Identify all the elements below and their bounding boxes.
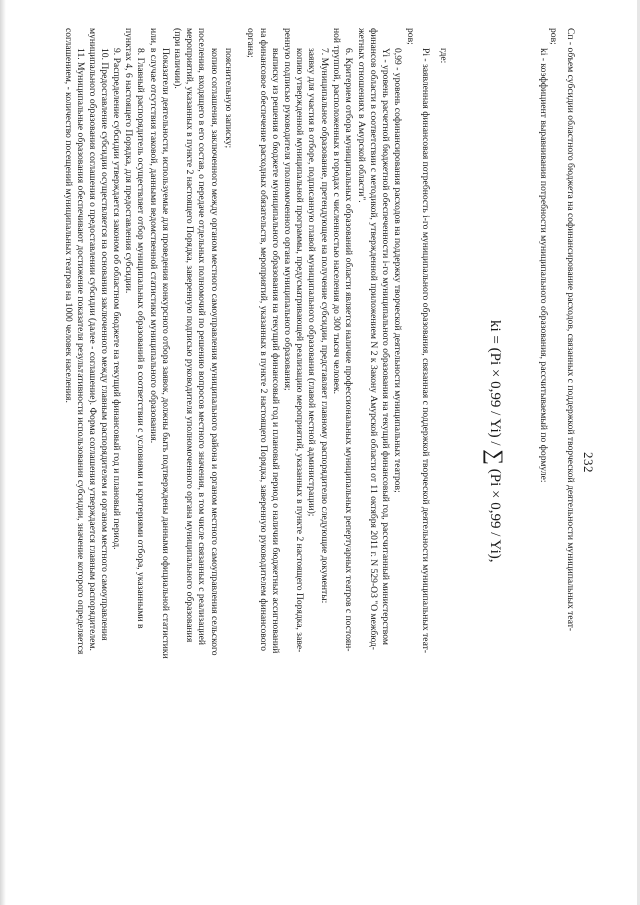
text-line: ki - коэффициент выравнивания потребности муниципального образования, рассчитываемый по формуле:	[538, 48, 549, 483]
text-line: органа;	[245, 28, 256, 58]
text-line: копию утвержденной муниципальной программы, предусматривающей реализацию мероприятий, указанных в пункте 2 настоящего Порядка, заве-	[294, 48, 305, 653]
text-line: (при наличии).	[172, 28, 183, 89]
text-line: 10. Предоставление субсидии осуществляется на основании заключенного между главным распорядителем и органом местного самоуправления	[99, 48, 110, 641]
rotated-document-body	[32, 28, 596, 878]
text-line: 11. Муниципальные образования обеспечивают достижение показателя результативности использования субсидии, значение которого определяется	[75, 48, 86, 655]
text-line: ренную подписью руководителя уполномоченного органа муниципального образования;	[282, 28, 293, 391]
text-line: где:	[438, 48, 449, 64]
text-line: финансов области в соответствии с методикой, утвержденной приложением N 2 к Закону Амурской области от 11 октября 2011 г. N 529-ОЗ "О межбюд-	[368, 28, 379, 651]
text-line: ров;	[548, 28, 559, 45]
text-line: ров;	[405, 28, 416, 45]
sum-symbol: ∑	[483, 449, 508, 465]
text-line: Сп - объем субсидии областного бюджета на софинансирование расходов, связанных с поддержкой творческой деятельности муниципальных теат-	[565, 28, 576, 632]
text-line: Показатели деятельности, используемые для проведения конкурсного отбора заявок, должны быть подтверждены данными официальной статистики	[160, 48, 171, 659]
text-line: или, в случае отсутствия таковой, данными ведомственной статистики муниципального образования.	[148, 28, 159, 444]
text-line: пунктах 4, 6 настоящего Порядка, для предоставления субсидии.	[123, 28, 134, 294]
text-line: Yi - уровень расчетной бюджетной обеспеченности i-го муниципального образования на текущий финансовый год, рассчитанный министерством	[380, 48, 391, 645]
text-line: ной труппой, расположенных в городах с численностью населения до 300 тысяч человек.	[331, 28, 342, 395]
formula-lhs: ki = (Pi × 0,99 / Yi) /	[487, 320, 503, 446]
text-line: 9. Распределение субсидии утверждается законом об областном бюджете на текущий финансовый год и плановый период.	[111, 48, 122, 550]
text-line: Pi - заявленная финансовая потребность i-го муниципального образования, связанная с поддержкой творческой деятельности муниципальных теат-	[420, 48, 431, 654]
text-line: муниципального образования соглашения о предоставлении субсидии (далее - соглашение). Форма соглашения утверждается главным распорядителем.	[87, 28, 98, 651]
text-line: жетных отношениях в Амурской области".	[356, 28, 367, 203]
text-line: 6. Критерием отбора муниципальных образований области является наличие профессиональных муниципальных репертуарных театров с постоян-	[343, 48, 354, 652]
text-line: на финансовое обеспечение расходных обязательств, мероприятий, указанных в пункте 2 настоящего Порядка, заверенную руководителем финансового	[258, 28, 269, 652]
coefficient-formula	[483, 320, 508, 563]
text-line: пояснительную записку;	[223, 48, 234, 149]
text-line: соглашением, - количество посещений муниципальных театров на 1000 человек населения.	[63, 28, 74, 403]
formula-rhs: (Pi × 0,99 / Yi),	[487, 468, 503, 563]
text-line: 8. Главный распорядитель осуществляет отбор муниципальных образований в соответствии с условиями и критериями отбора, указанными в	[135, 48, 146, 629]
text-line: выписку из решения о бюджете муниципального образования на текущий финансовый год и плановый период о наличии бюджетных ассигнований	[270, 48, 281, 654]
text-line: поселения, входящего в его состав, о передаче отдельных полномочий по решению вопросов местного значения, в том числе связанных с реализацией	[196, 28, 207, 646]
scan-left-shadow	[0, 0, 6, 905]
text-line: заявку для участия в отборе, подписанную главой муниципального образования (главой местной администрации);	[306, 48, 317, 517]
page-number: 232	[581, 452, 596, 473]
text-line: копию соглашения, заключенного между органом местного самоуправления муниципального района и органом местного самоуправления сельского	[209, 48, 220, 656]
text-line: 7. Муниципальное образование, претендующее на получение субсидии, представляет главному распорядителю следующие документы:	[319, 48, 330, 604]
text-line: мероприятий, указанных в пункте 2 настоящего Порядка, заверенную подписью руководителя уполномоченного органа муниципального образования	[184, 28, 195, 643]
text-line: 0,99 - уровень софинансирования расходов на поддержку творческой деятельности муниципальных театров;	[392, 48, 403, 493]
